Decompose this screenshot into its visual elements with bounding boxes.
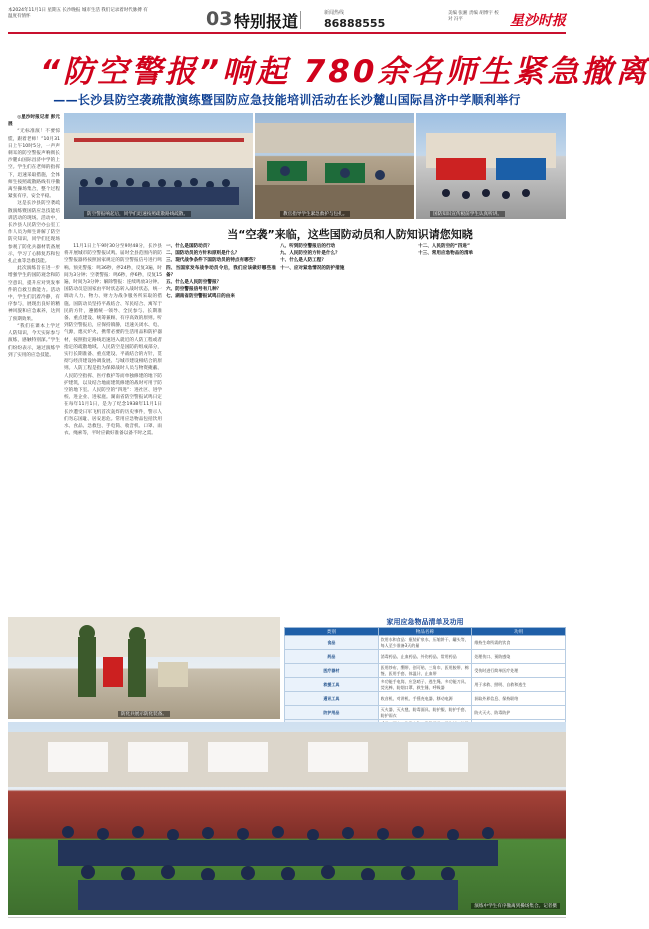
table-header: 类别	[285, 628, 379, 636]
photo-caption: 防化兵展示防化装备。	[118, 711, 170, 717]
table-cell: 维持生命所需的饮食	[472, 636, 566, 650]
table-cell: 医用纱布、绷带、创可贴、三角巾、医用胶带、棉签、医用手套、体温计、止血带	[378, 664, 472, 678]
editor-credits: 美编 张湘 责编 胡博宇 校对 冯平	[448, 11, 499, 22]
photo-caption: 防空警报响起后，同学们迅速按照疏散路线疏散。	[84, 211, 191, 217]
paragraph: 这是长沙县防空袭疏散演练暨国防应急技能培训活动的现场。活动中，长沙县人民防空办公室工作人员为师生讲解了防空防灾知识，同学们还现场参观了防化兵器材装备展示，学习了心肺复苏和包扎止血等急救技能。	[8, 201, 60, 265]
question-heading: 二、国防动员的方针和原则是什么？	[166, 251, 240, 257]
table-title: 家用应急物品清单及功用	[386, 618, 464, 626]
photo-lecture	[416, 113, 566, 219]
table-cell: 饮用水和食品：瓶装矿泉水、压缩饼干、罐头等，每人至少准备3天的量	[378, 636, 472, 650]
photo-illustration	[8, 617, 280, 719]
lead-article	[8, 114, 60, 604]
table-cell: 防护用品	[285, 706, 379, 720]
question-heading: 四、当国家发布战争动员令后，我们应该做好哪些准备？	[166, 265, 276, 278]
qa-column-1	[64, 243, 162, 606]
page-number: 03	[206, 8, 233, 30]
question-heading: 三、现代战争条件下国防动员的特点有哪些？	[166, 258, 258, 264]
table-row	[285, 692, 566, 706]
question-heading: 十、什么是人防工程？	[280, 258, 326, 264]
table-header: 功用	[472, 628, 566, 636]
table-cell: 受伤时进行简单医疗处理	[472, 664, 566, 678]
table-row	[285, 636, 566, 650]
footer-rule	[8, 917, 566, 918]
table-cell: 食品	[285, 636, 379, 650]
table-header: 物品名称	[378, 628, 472, 636]
table-cell: 救援工具	[285, 678, 379, 692]
photo-assembly	[8, 722, 566, 915]
knowledge-headline: 当“空袭”来临，这些国防动员和人防知识请您知晓	[227, 228, 473, 241]
question-heading: 八、听到防空警报后的行动	[280, 244, 336, 249]
paper-logo: 星沙时报	[510, 13, 566, 29]
question-heading: 九、人民防空的方针是什么？	[280, 251, 340, 257]
qa-column-4	[418, 243, 566, 613]
photo-illustration	[8, 722, 566, 915]
table-cell: 消毒药品、止血药品、外伤药品、常用药品	[378, 650, 472, 664]
photo-illustration	[255, 113, 414, 219]
byline: ◎星沙时报记者 彭元展	[8, 115, 60, 128]
paragraph: “无标准演！不要惊慌，跟着老师！”10月31日上午10时5分，一声声刺耳的防空警报声响彻长沙麓山国际昌济中学的上空。学生们在老师的指挥下，迅速采取措施，全体师生按照疏散路线有序撤离至操场集合，整个过程紧张有序，安全平稳。	[8, 129, 60, 200]
table-row	[285, 664, 566, 678]
table-cell: 灭火器、灭火毯、防毒面具、防护服、防护手套、防护雨衣	[378, 706, 472, 720]
section-title: 特别报道	[234, 12, 299, 31]
qa-column-3	[280, 243, 412, 613]
dateline: 本2024年11月1日 星期五 长沙晚报 城市生活 我们记录着时代脉搏 有温度有情怀	[8, 8, 148, 19]
question-heading: 十二、人民防空的“四进”	[418, 244, 470, 249]
qa-column-2	[166, 243, 276, 613]
question-heading: 一、什么是国防动员？	[166, 244, 212, 249]
table-cell: 收音机、对讲机、手摇充电器、移动电源	[378, 692, 472, 706]
table-cell: 医疗器材	[285, 664, 379, 678]
table-row	[285, 678, 566, 692]
question-heading: 六、防空警报信号有几种？	[166, 287, 222, 293]
question-heading: 十一、应对紧急情况的防护措施	[280, 265, 345, 271]
photo-caption: 演练中学生有序撤离到操场集合。记者摄	[471, 903, 560, 909]
paragraph: 11月1日上午9时30分至9时48分，长沙县将开展城市防空警报试鸣。届时全县范围内的防空警报器将按照国家规定的防空警报信号进行鸣响。预先警报：鸣36秒，停24秒，反复3遍，时间为3分钟；空袭警报：鸣6秒，停6秒，反复15遍，时间为3分钟；解除警报：连续鸣放3分钟。国防动员是国家由平时状态转入战时状态，统一调动人力、物力、财力为战争服务所采取的措施。国防动员坚持平战结合、军民结合、寓军于民的方针，遵循统一领导、全民参与、长期准备、重点建设、统筹兼顾、有序高效的原则。听到防空警报后，应保持镇静，迅速关闭水、电、气源，熄灭炉火，携带必要的生活用品和防护器材，按照指定路线迅速进入就近的人防工程或者指定的疏散地域。人民防空是国防的组成部分，实行长期准备、重点建设、平战结合的方针，贯彻与经济建设协调发展、与城市建设相结合的原则。人防工程是指为保障战时人员与物资掩蔽、人民防空指挥、医疗救护等而单独修建的地下防护建筑，以及结合地面建筑修建的战时可用于防空的地下室。人民防空的“四进”：进社区、进学校、进企业、进家庭。湖南省防空警报试鸣日定在每年11月1日，是为了纪念1938年11月1日长沙遭受日军飞机首次轰炸的历史事件，警示人们勿忘国耻、居安思危。常用应急物品包括饮用水、食品、急救包、手电筒、收音机、口罩、雨衣、绳索等，平时应做好准备以备不时之需。	[64, 244, 162, 437]
table-cell: 获取外界信息、保持联络	[472, 692, 566, 706]
table-cell: 药品	[285, 650, 379, 664]
table-cell: 用于求救、照明、自救和逃生	[472, 678, 566, 692]
photo-illustration	[416, 113, 566, 219]
sub-headline: ——长沙县防空袭疏散演练暨国防应急技能培训活动在长沙麓山国际昌济中学顺利举行	[53, 93, 521, 107]
table-cell: 防火灭火、防毒防护	[472, 706, 566, 720]
table-row	[285, 650, 566, 664]
question-heading: 十三、常用应急物品的清单	[418, 251, 474, 257]
paragraph: 此次演练旨在进一步增强学生的国防观念和防空意识，提升应对突发事件的自救互救能力。活动中，学生们沉着冷静，有序参与，展现出良好的精神风貌和应急素养，达到了预期效果。	[8, 266, 60, 322]
main-headline: “防空警报”响起 780余名师生紧急撤离	[40, 54, 649, 90]
photo-first-aid	[255, 113, 414, 219]
hotline-number: 86888555	[324, 17, 386, 30]
emergency-supplies-table	[284, 617, 566, 734]
masthead	[8, 6, 566, 34]
table-cell: 处理伤口、预防感染	[472, 650, 566, 664]
paragraph: “我们在课本上学过人防知识，今天实际参与演练，感触特别深。”学生们纷纷表示，通过演练学到了实用的应急技能。	[8, 323, 60, 358]
hotline-label: 新闻热线	[324, 10, 345, 16]
table-row	[285, 706, 566, 720]
question-heading: 七、湖南省防空警报试鸣日的由来	[166, 294, 235, 300]
divider	[300, 11, 301, 29]
photo-hazmat	[8, 617, 280, 719]
table-cell: 通讯工具	[285, 692, 379, 706]
photo-evacuation	[64, 113, 253, 219]
photo-illustration	[64, 113, 253, 219]
photo-caption: 国防知识宣传板前学生认真听讲。	[430, 211, 505, 217]
table-cell: 多功能手电筒、应急哨子、逃生绳、多功能刀具、荧光棒、防烟口罩、救生锤、呼吸器	[378, 678, 472, 692]
question-heading: 五、什么是人民防空警报？	[166, 280, 222, 286]
photo-caption: 教官指导学生紧急救护与包扎。	[280, 211, 350, 217]
